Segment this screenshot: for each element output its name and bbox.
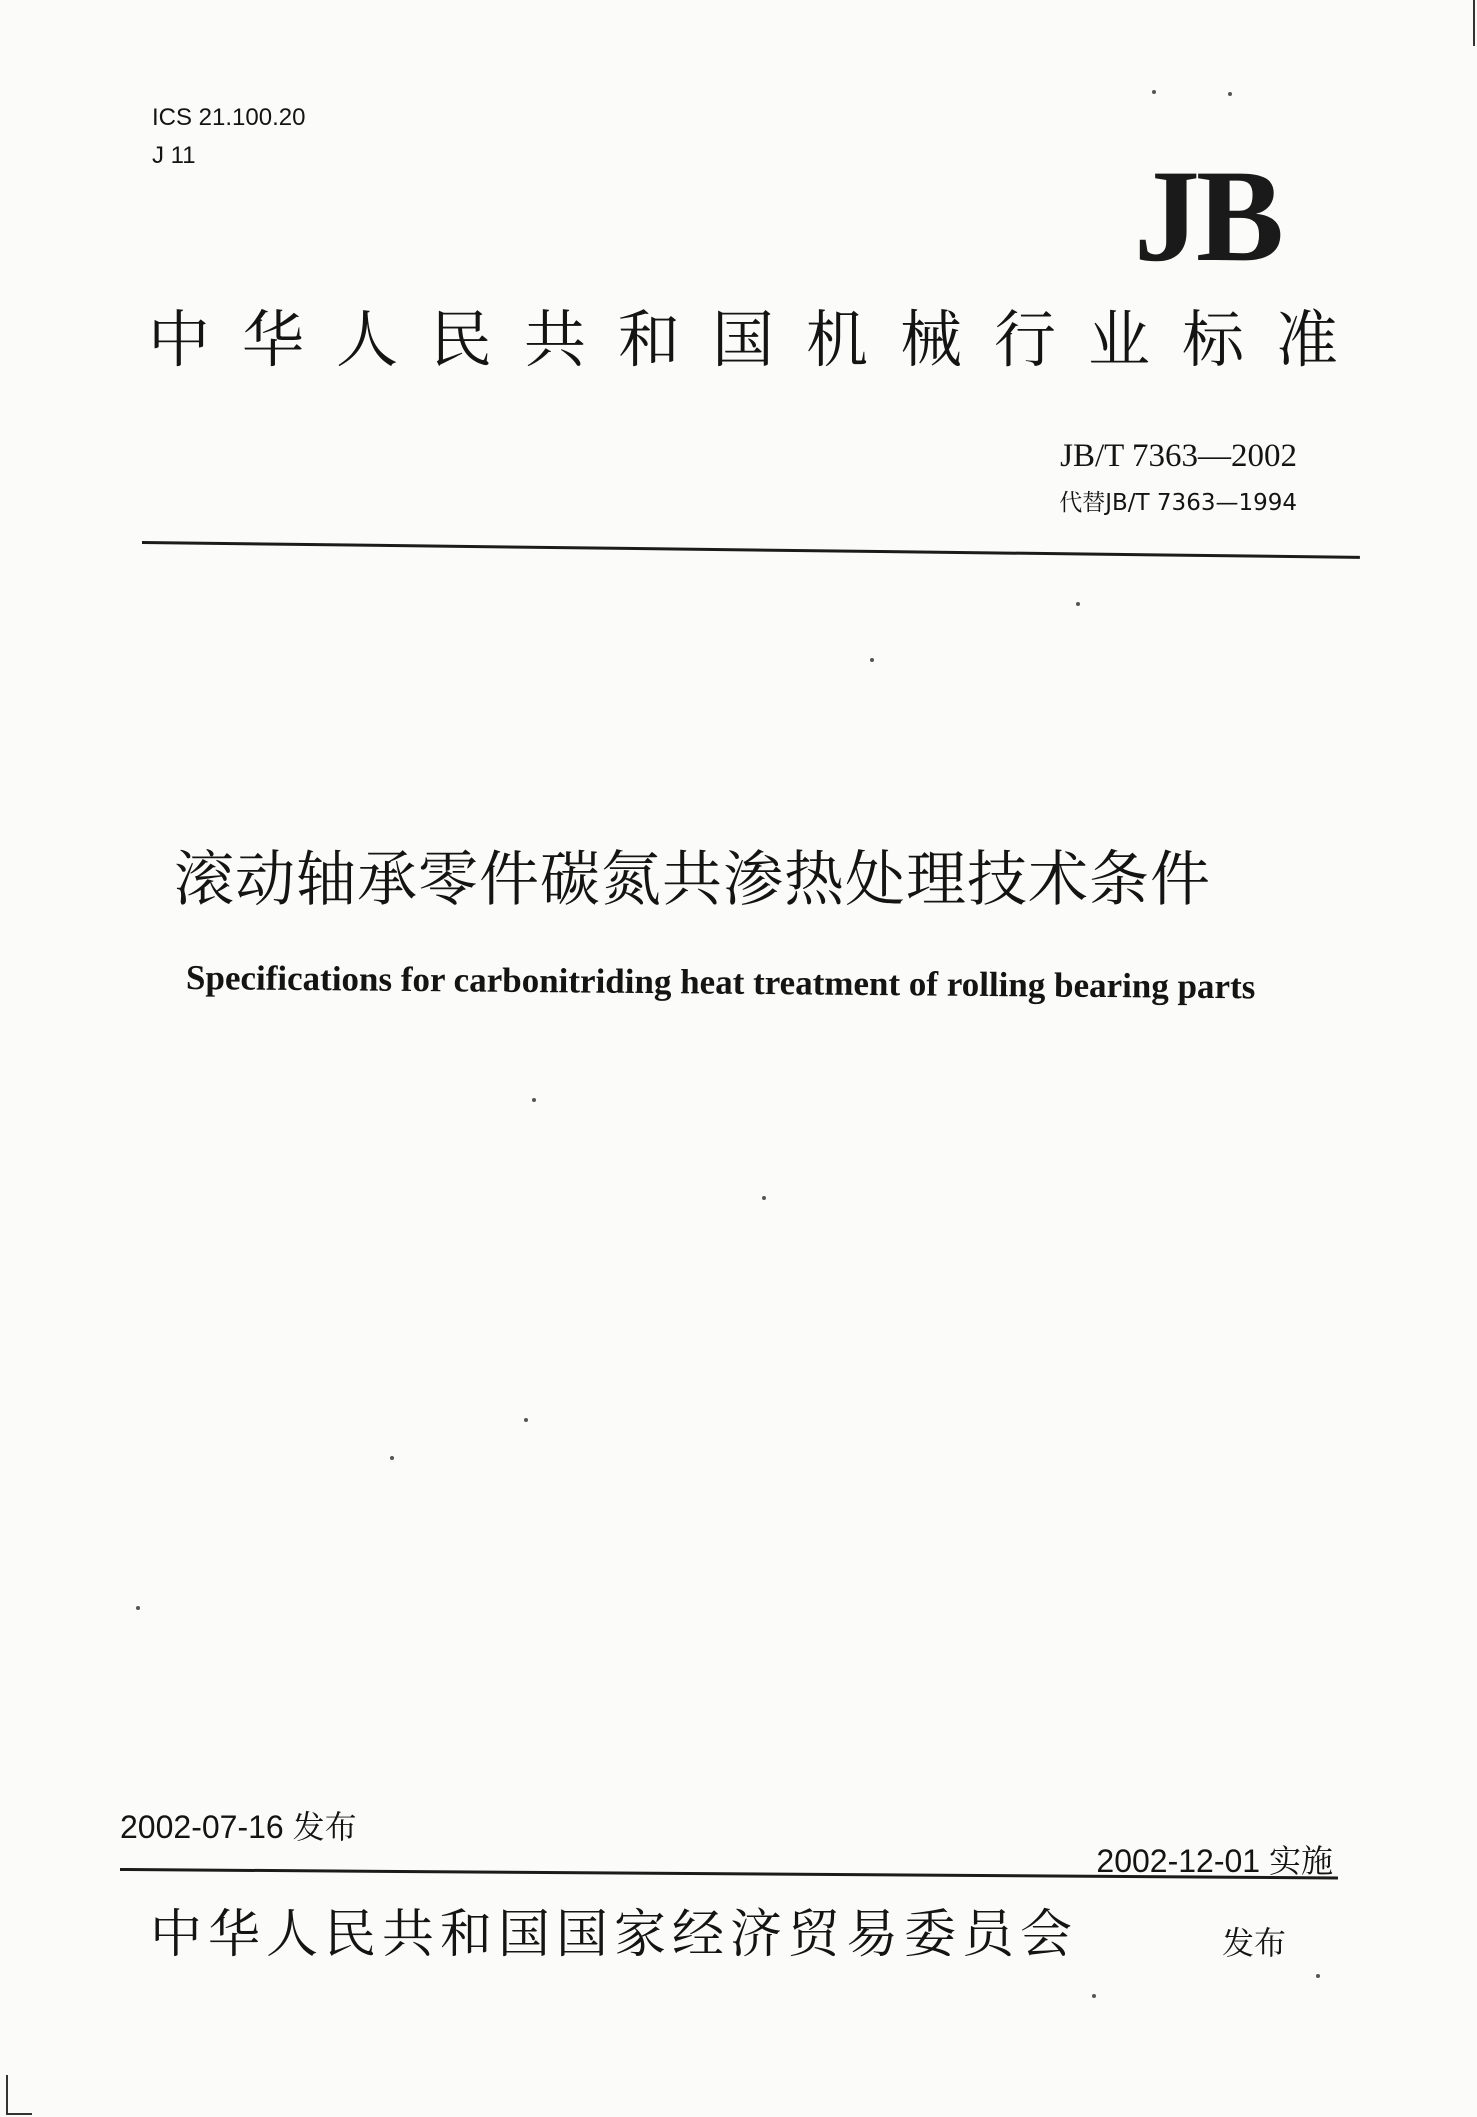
header-divider — [142, 541, 1360, 559]
scan-speck — [136, 1606, 140, 1610]
scan-speck — [524, 1418, 528, 1422]
issue-date: 2002-07-16 发布 — [120, 1809, 357, 1845]
scan-speck — [532, 1098, 536, 1102]
replaces-standard: 代替JB/T 7363—1994 — [1059, 490, 1297, 516]
scan-speck — [762, 1196, 766, 1200]
scan-speck — [1152, 90, 1156, 94]
scan-edge-mark — [1473, 0, 1475, 46]
scan-edge-mark — [6, 2075, 8, 2115]
standard-code: JB/T 7363—2002 — [1060, 438, 1297, 474]
ics-code: ICS 21.100.20 — [152, 104, 306, 131]
scan-speck — [1228, 92, 1232, 96]
document-title-english: Specifications for carbonitriding heat treatment of rolling bearing parts — [185, 958, 1256, 1007]
scan-speck — [870, 658, 874, 662]
implementation-date: 2002-12-01 实施 — [1096, 1843, 1333, 1879]
publisher-suffix: 发布 — [1222, 1924, 1287, 1962]
publisher-name: 中华人民共和国国家经济贸易委员会 — [150, 1905, 1079, 1965]
scan-edge-mark — [6, 2113, 32, 2115]
document-title-chinese: 滚动轴承零件碳氮共渗热处理技术条件 — [174, 845, 1211, 915]
scan-speck — [390, 1456, 394, 1460]
scan-speck — [1316, 1974, 1320, 1978]
scan-speck — [1092, 1994, 1096, 1998]
standard-type-heading: 中华人民共和国机械行业标准 — [148, 303, 1371, 376]
ccs-code: J 11 — [152, 142, 196, 169]
scan-speck — [1076, 602, 1080, 606]
jb-logo: JB — [1133, 142, 1280, 289]
